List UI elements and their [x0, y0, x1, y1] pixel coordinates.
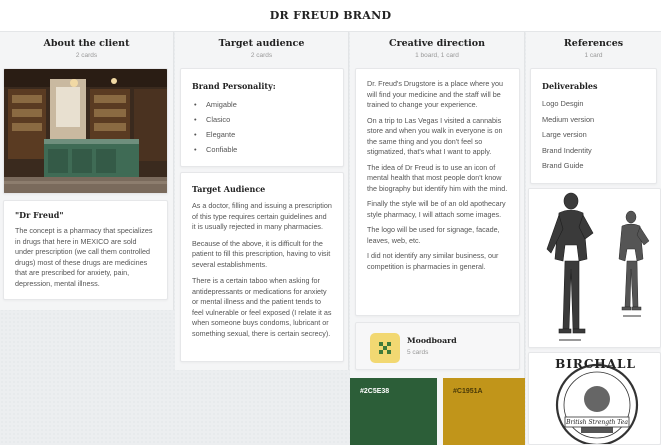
- personality-title: Brand Personality:: [192, 81, 276, 91]
- creative-paragraph-5: The logo will be used for signage, facade, leaves, web, etc.: [367, 225, 500, 245]
- deliverable-item: Large version: [542, 130, 587, 139]
- column-header[interactable]: [526, 32, 661, 66]
- moodboard-icon: [370, 333, 400, 363]
- deliverable-item: Logo Desgin: [542, 99, 584, 108]
- audience-paragraph-2: Because of the above, it is difficult for the patient to fill this prescription, having to visit several establishments.: [192, 238, 331, 269]
- soldier-illustration-image: [529, 189, 661, 348]
- deliverables-card[interactable]: [530, 68, 657, 184]
- creative-direction-card[interactable]: [355, 68, 520, 316]
- birchall-logo-tagline: British Strength Tea: [566, 419, 628, 426]
- creative-paragraph-2: On a trip to Las Vegas I visited a cannabis store and when you walk in everyone is on the same thing and you don't feel so stigmatized, that's what I want to apply.: [367, 115, 503, 156]
- deliverables-list: [542, 96, 645, 174]
- board-header: [0, 0, 661, 32]
- moodboard-count: 5 cards: [407, 349, 429, 356]
- creative-paragraph-3: The idea of Dr Freud is to use an icon of mental health that most people don't know the biography but identify him with the mind.: [367, 162, 508, 193]
- column-card-count: 1 card: [584, 52, 603, 59]
- birchall-logo-card[interactable]: [528, 352, 661, 445]
- personality-item: • Amigable: [192, 97, 332, 112]
- audience-paragraph-1: As a doctor, filling and issuing a prescription of this type requires certain guidelines and it is usually rejected in many pharmacies.: [192, 201, 332, 231]
- column-title: Target audience: [218, 38, 305, 49]
- column-title: References: [563, 38, 624, 49]
- audience-paragraph-3: There is a certain taboo when asking for antidepressants or medications for anxiety or mental illness and the patient tends to feel vulnerable or feel exposed (I relate it as when someone buys condoms, lubricant or something sexual, there is certain secrecy).: [192, 276, 332, 338]
- color-swatch-gold[interactable]: [443, 378, 525, 445]
- moodboard-card[interactable]: [355, 322, 520, 370]
- deliverable-item: Brand Indentity: [542, 145, 592, 155]
- soldier-illustration-card[interactable]: [528, 188, 661, 348]
- deliverable-item: Brand Guide: [542, 161, 584, 170]
- personality-list: [192, 97, 332, 157]
- birchall-logo-name: BIRCHALL: [555, 357, 636, 371]
- moodboard-title: Moodboard: [407, 336, 457, 345]
- column-card-count: 2 cards: [250, 52, 273, 59]
- column-title: Creative direction: [389, 38, 485, 49]
- pharmacy-photo-card[interactable]: [3, 68, 168, 194]
- column-card-count: 1 board, 1 card: [415, 52, 459, 59]
- creative-paragraph-1: Dr. Freud's Drugstore is a place where you will find your medicine and the staff will be trained to change your experience.: [367, 79, 503, 109]
- personality-item: • Confiable: [192, 142, 332, 157]
- personality-item: • Clasico: [192, 112, 332, 127]
- deliverables-title: Deliverables: [542, 81, 598, 91]
- about-client-card[interactable]: [3, 200, 168, 300]
- board-title: DR FREUD BRAND: [269, 9, 392, 22]
- target-audience-card[interactable]: [180, 172, 344, 362]
- creative-paragraph-4: Finally the style will be of an old apothecary style pharmacy, I will attach some images.: [367, 199, 506, 219]
- deliverable-item: Medium version: [542, 114, 595, 124]
- pharmacy-interior-image: [4, 69, 168, 194]
- creative-paragraph-6: I did not identify any similar business, our competition is pharmacies in general.: [367, 251, 499, 271]
- column-header[interactable]: [0, 32, 173, 66]
- column-title: About the client: [43, 38, 130, 49]
- audience-title: Target Audience: [192, 184, 266, 194]
- about-card-title: "Dr Freud": [15, 210, 64, 220]
- column-header[interactable]: [175, 32, 348, 66]
- about-card-text: The concept is a pharmacy that specializes in drugs that here in MEXICO are sold under prescription (we call them controlled drugs) most of these drugs are medicines that are prescribed for anxiety, pain, depression, mental illness.: [15, 226, 153, 288]
- swatch-hex: #2C5E38: [360, 388, 390, 395]
- color-swatch-green[interactable]: [350, 378, 437, 445]
- column-header[interactable]: [350, 32, 524, 66]
- swatch-hex: #C1951A: [453, 388, 483, 395]
- column-card-count: 2 cards: [75, 52, 98, 59]
- brand-personality-card[interactable]: [180, 68, 344, 167]
- personality-item: • Elegante: [192, 127, 332, 142]
